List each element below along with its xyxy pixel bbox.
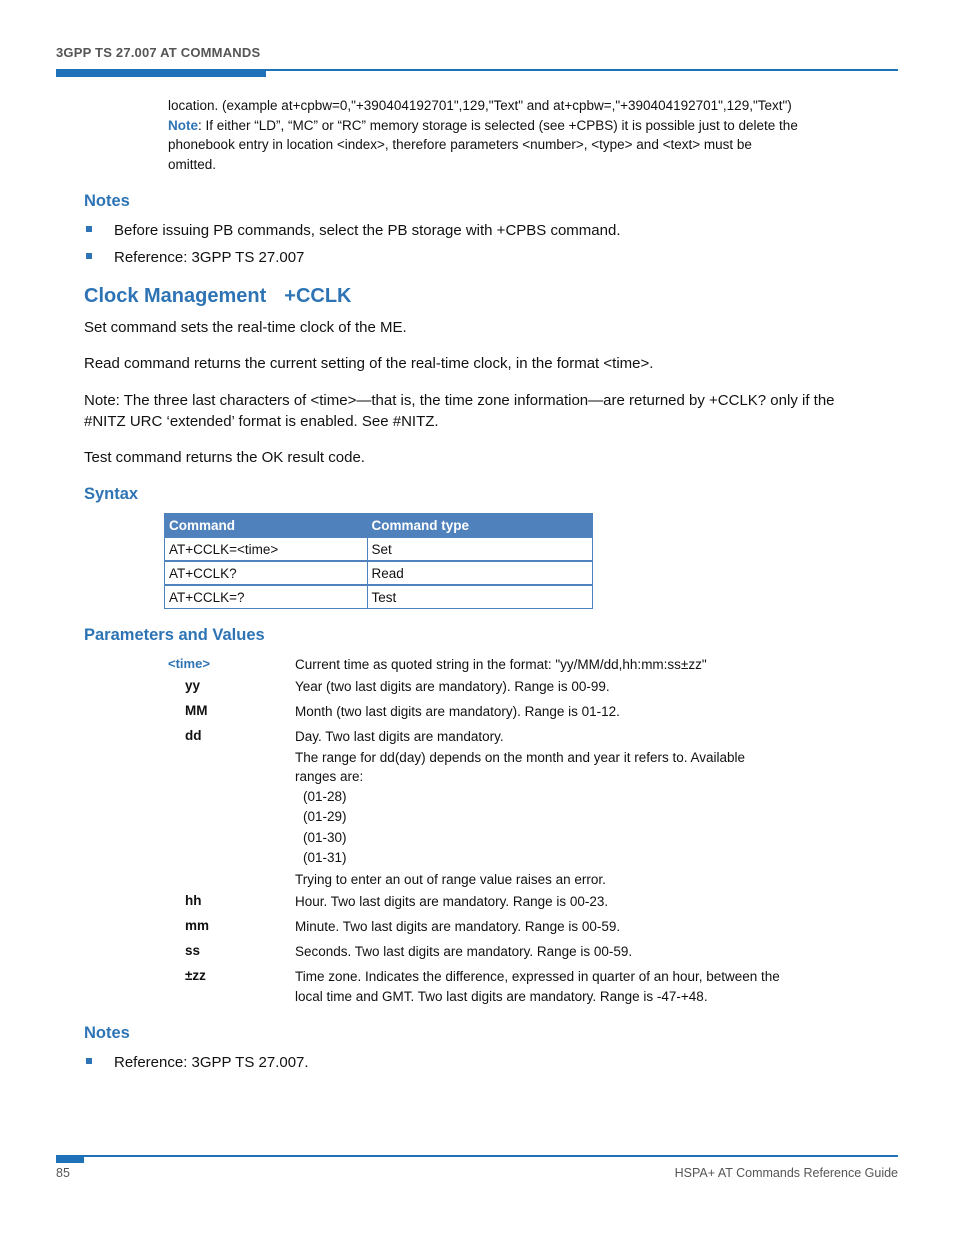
range-item: (01-30) [303,829,347,845]
intro-text [168,96,798,174]
footer-title: HSPA+ AT Commands Reference Guide [674,1166,898,1180]
list-item-text: Reference: 3GPP TS 27.007. [114,1054,309,1071]
intro-note [168,116,798,136]
paragraph: Read command returns the current setting of the real-time clock, in the format <time>. [84,355,654,372]
list-item [86,220,620,241]
table-header-row [165,514,593,538]
param-desc-line: Day. Two last digits are mandatory. [295,729,504,744]
paragraph: Set command sets the real-time clock of the ME. [84,319,407,336]
param-desc-line: Trying to enter an out of range value raises an error. [295,871,606,887]
param-desc-ss: Seconds. Two last digits are mandatory. Range is 00-59. [295,944,633,959]
param-desc-yy: Year (two last digits are mandatory). Range is 00-99. [295,679,610,694]
param-name-ss: ss [185,943,201,958]
note-text: omitted. [168,156,217,172]
section-title-text: Clock Management [84,285,267,307]
param-desc-hh: Hour. Two last digits are mandatory. Range is 00-23. [295,894,609,909]
syntax-table [164,513,593,609]
param-desc-line: local time and GMT. Two last digits are mandatory. Range is -47-+48. [295,988,708,1004]
column-header: Command [165,514,368,538]
param-desc-line: ranges are: [295,769,364,784]
param-name-dd: dd [185,728,202,743]
paragraph: Note: The three last characters of <time>—that is, the time zone information—are returned by +CCLK? only if the [84,392,835,409]
bullet-icon [86,226,92,232]
param-name-time: <time> [168,656,210,671]
paragraph: #NITZ URC ‘extended’ format is enabled. See #NITZ. [84,413,439,430]
notes-heading: Notes [84,192,130,210]
table-cell: AT+CCLK=? [165,585,368,609]
param-name-yy: yy [185,678,201,693]
list-item [86,247,304,268]
note-text: : If either “LD”, “MC” or “RC” memory storage is selected (see +CPBS) it is possible just to delete the [198,117,798,133]
bullet-icon [86,1058,92,1064]
table-cell: AT+CCLK=<time> [165,537,368,561]
param-desc-time: Current time as quoted string in the format: "yy/MM/dd,hh:mm:ss±zz" [295,657,707,672]
section-command: +CCLK [284,285,352,307]
intro-line: location. (example at+cpbw=0,"+390404192701",129,"Text" and at+cpbw=,"+390404192701",129,"Text") [168,98,792,113]
param-name-hh: hh [185,893,202,908]
note-label: Note [168,117,198,133]
param-desc-line: Time zone. Indicates the difference, expressed in quarter of an hour, between the [295,969,780,984]
param-name-zz: ±zz [185,968,206,983]
param-desc-MM: Month (two last digits are mandatory). Range is 01-12. [295,704,620,719]
bullet-icon [86,253,92,259]
running-header: 3GPP TS 27.007 AT COMMANDS [56,45,261,60]
range-item: (01-31) [303,850,347,865]
table-cell: Set [367,537,592,561]
range-item: (01-28) [303,788,347,804]
param-name-MM: MM [185,703,208,718]
range-list [295,787,745,869]
table-row [165,561,593,585]
parameters-heading: Parameters and Values [84,626,265,644]
header-rule-accent [56,69,266,77]
param-desc-zz [295,967,780,1006]
table-cell: AT+CCLK? [165,561,368,585]
param-name-mm: mm [185,918,210,933]
list-item-text: Reference: 3GPP TS 27.007 [114,249,305,266]
table-row [165,537,593,561]
table-cell: Read [367,561,592,585]
paragraph: Test command returns the OK result code. [84,449,365,466]
page-number: 85 [56,1166,70,1180]
table-cell: Test [367,585,592,609]
footer-rule-accent [56,1155,84,1163]
param-desc-mm: Minute. Two last digits are mandatory. Range is 00-59. [295,919,621,934]
syntax-heading: Syntax [84,485,139,503]
table-row [165,585,593,609]
note-text: phonebook entry in location <index>, therefore parameters <number>, <type> and <text> must be [168,137,752,152]
column-header: Command type [367,514,592,538]
param-desc-line: The range for dd(day) depends on the month and year it refers to. Available [295,749,746,765]
notes-heading: Notes [84,1024,130,1042]
section-title [84,285,352,308]
param-desc-dd [295,727,745,889]
footer-rule [56,1155,898,1157]
range-item: (01-29) [303,809,347,824]
list-item [86,1052,309,1073]
list-item-text: Before issuing PB commands, select the PB storage with +CPBS command. [114,222,621,239]
